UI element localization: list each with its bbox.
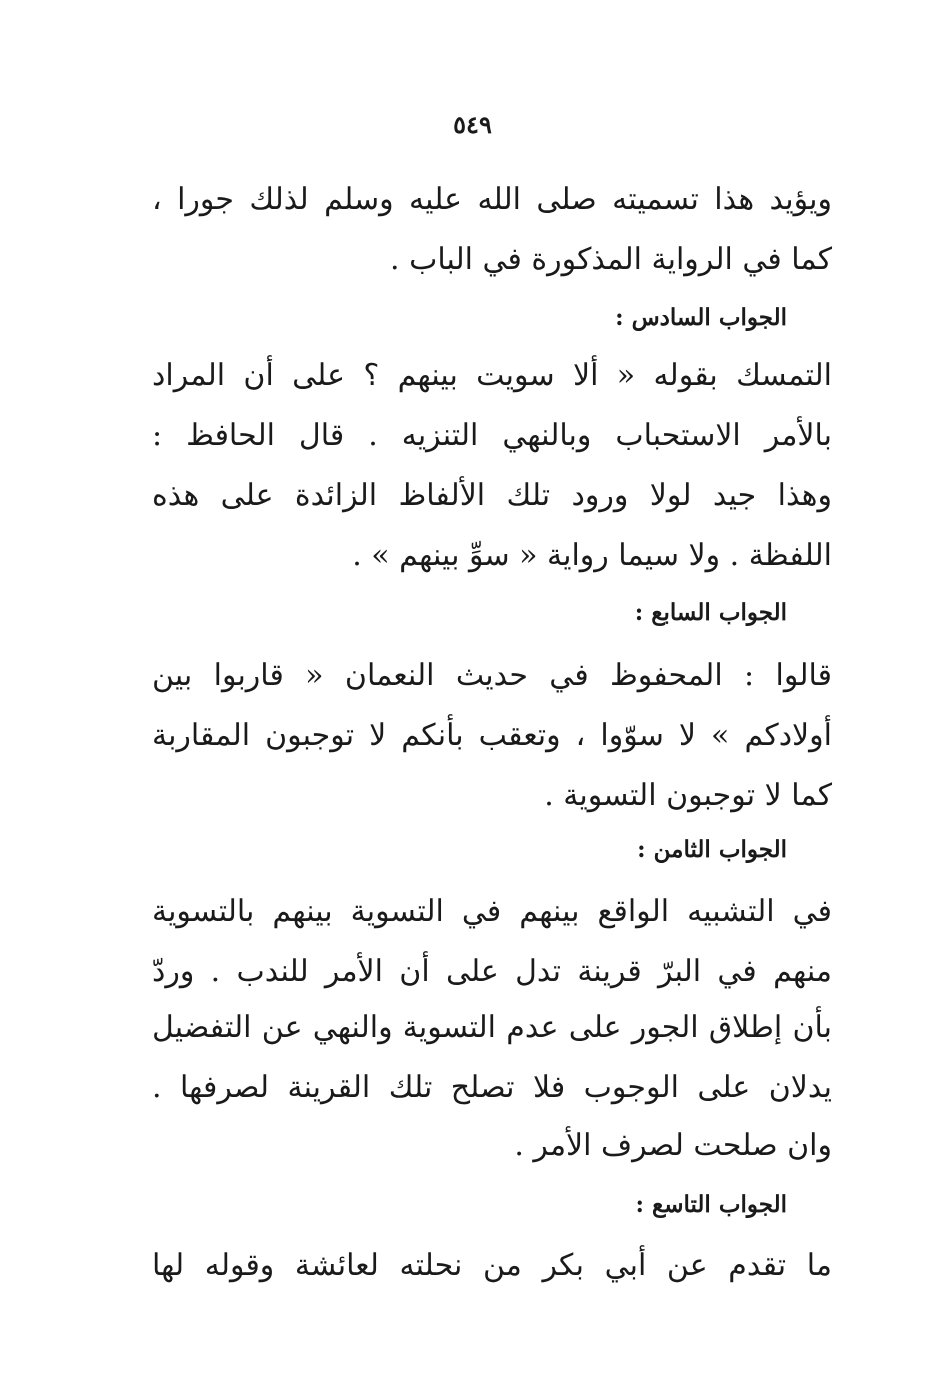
text-line: ما تقدم عن أبي بكر من نحلته لعائشة وقوله لها xyxy=(152,1248,832,1283)
text-line: يدلان على الوجوب فلا تصلح تلك القرينة لصرفها . xyxy=(152,1070,832,1105)
text-line: ويؤيد هذا تسميته صلى الله عليه وسلم لذلك جورا ، xyxy=(152,182,832,217)
text-line: أولادكم » لا سوّوا ، وتعقب بأنكم لا توجبون المقاربة xyxy=(152,718,832,753)
text-line: كما لا توجبون التسوية . xyxy=(544,778,832,813)
section-heading: الجواب السادس : xyxy=(615,304,787,331)
text-line: كما في الرواية المذكورة في الباب . xyxy=(390,242,832,277)
text-line: في التشبيه الواقع بينهم في التسوية بينهم بالتسوية xyxy=(152,894,832,929)
page-number: ٥٤٩ xyxy=(453,110,492,139)
section-heading: الجواب التاسع : xyxy=(635,1191,787,1218)
section-heading: الجواب السابع : xyxy=(634,599,787,626)
section-heading: الجواب الثامن : xyxy=(637,836,787,863)
text-line: قالوا : المحفوظ في حديث النعمان « قاربوا بين xyxy=(152,658,832,693)
text-line: بالأمر الاستحباب وبالنهي التنزيه . قال الحافظ : xyxy=(152,418,832,453)
text-line: وان صلحت لصرف الأمر . xyxy=(514,1128,832,1163)
text-line: التمسك بقوله « ألا سويت بينهم ؟ على أن المراد xyxy=(152,358,832,393)
text-line: اللفظة . ولا سيما رواية « سوِّ بينهم » . xyxy=(352,538,832,573)
text-line: منهم في البرّ قرينة تدل على أن الأمر للندب . وردّ xyxy=(152,954,832,989)
text-line: وهذا جيد لولا ورود تلك الألفاظ الزائدة على هذه xyxy=(152,478,832,513)
text-line: بأن إطلاق الجور على عدم التسوية والنهي عن التفضيل xyxy=(152,1010,832,1045)
